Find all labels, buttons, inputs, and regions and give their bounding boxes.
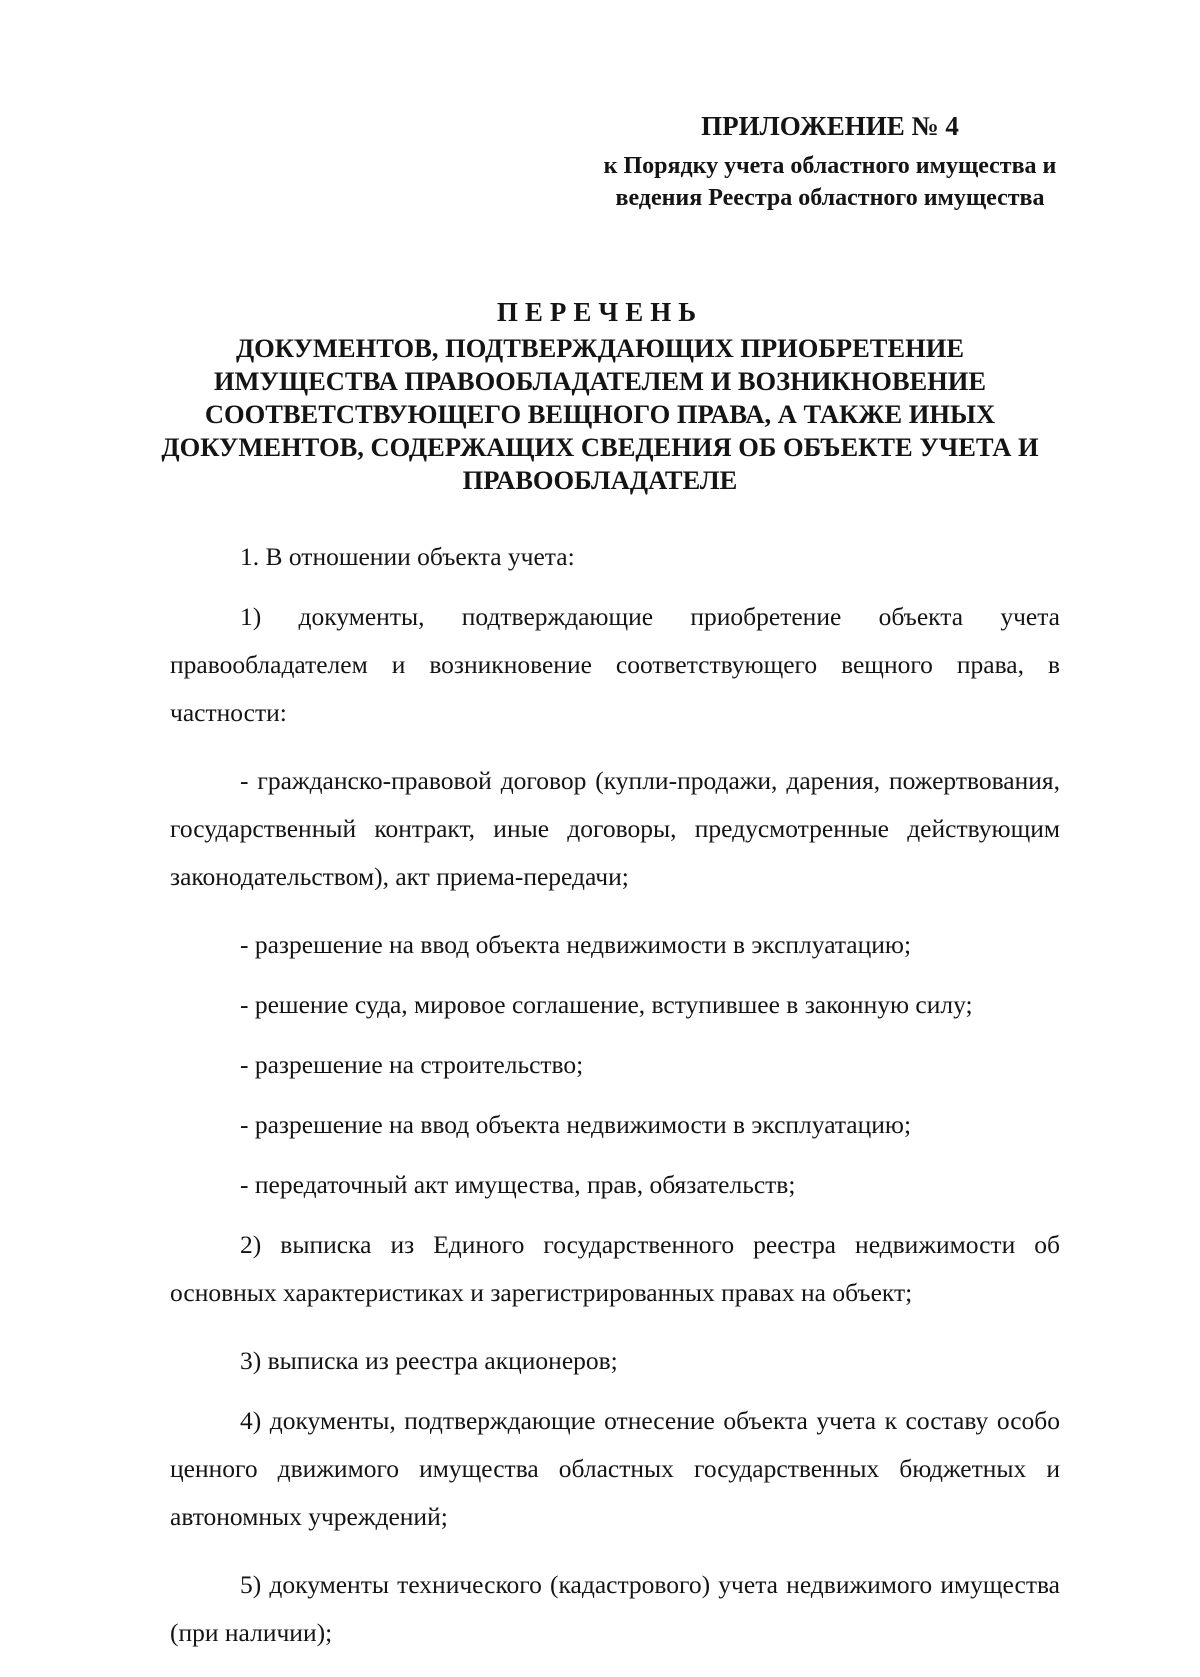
appendix-subtitle: к Порядку учета областного имущества и ведения Реестра областного имущества [603, 153, 1057, 211]
heading-title: ПЕРЕЧЕНЬ [496, 297, 704, 327]
list-item-court-decision: - решение суда, мировое соглашение, вступившее в законную силу; [240, 990, 973, 1019]
list-item-shareholder-register: 3) выписка из реестра акционеров; [240, 1346, 618, 1375]
list-item-egrn-extract: 2) выписка из Единого государственного реестра недвижимости об основных характеристиках и зарегистрированных правах на объект; [170, 1230, 1060, 1307]
list-item-acquisition-documents: 1) документы, подтверждающие приобретение объекта учета правообладателем и возникновение соответствующего вещного права, в частности: [170, 602, 1060, 727]
appendix-title: ПРИЛОЖЕНИЕ № 4 [701, 111, 959, 141]
list-item-cadastral-documents: 5) документы технического (кадастрового) учета недвижимого имущества (при наличии); [170, 1570, 1060, 1647]
document-body [170, 533, 1060, 1677]
list-item-valuable-property: 4) документы, подтверждающие отнесение объекта учета к составу особо ценного движимого имущества областных государственных бюджетных и автономных учреждений; [170, 1406, 1060, 1531]
list-item-construction-permit: - разрешение на строительство; [240, 1050, 584, 1079]
list-item-transfer-act: - передаточный акт имущества, прав, обязательств; [240, 1170, 796, 1199]
list-item-commissioning-permit: - разрешение на ввод объекта недвижимости в эксплуатацию; [240, 930, 912, 959]
heading-subtitle: ДОКУМЕНТОВ, ПОДТВЕРЖДАЮЩИХ ПРИОБРЕТЕНИЕ ИМУЩЕСТВА ПРАВООБЛАДАТЕЛЕМ И ВОЗНИКНОВЕНИЕ СООТВЕТСТВУЮЩЕГО ВЕЩНОГО ПРАВА, А ТАКЖЕ ИНЫХ ДОКУМЕНТОВ, СОДЕРЖАЩИХ СВЕДЕНИЯ ОБ ОБЪЕКТЕ УЧЕТА И ПРАВООБЛАДАТЕЛЕ [161, 333, 1039, 495]
list-item-civil-contract: - гражданско-правовой договор (купли-продажи, дарения, пожертвования, государственный контракт, иные договоры, предусмотренные действующим законодательством), акт приема-передачи; [170, 766, 1060, 891]
document-heading [150, 294, 1050, 497]
section-object-of-accounting: 1. В отношении объекта учета: [240, 542, 575, 571]
appendix-block [600, 108, 1060, 214]
list-item-commissioning-permit-repeat: - разрешение на ввод объекта недвижимости в эксплуатацию; [240, 1110, 912, 1139]
